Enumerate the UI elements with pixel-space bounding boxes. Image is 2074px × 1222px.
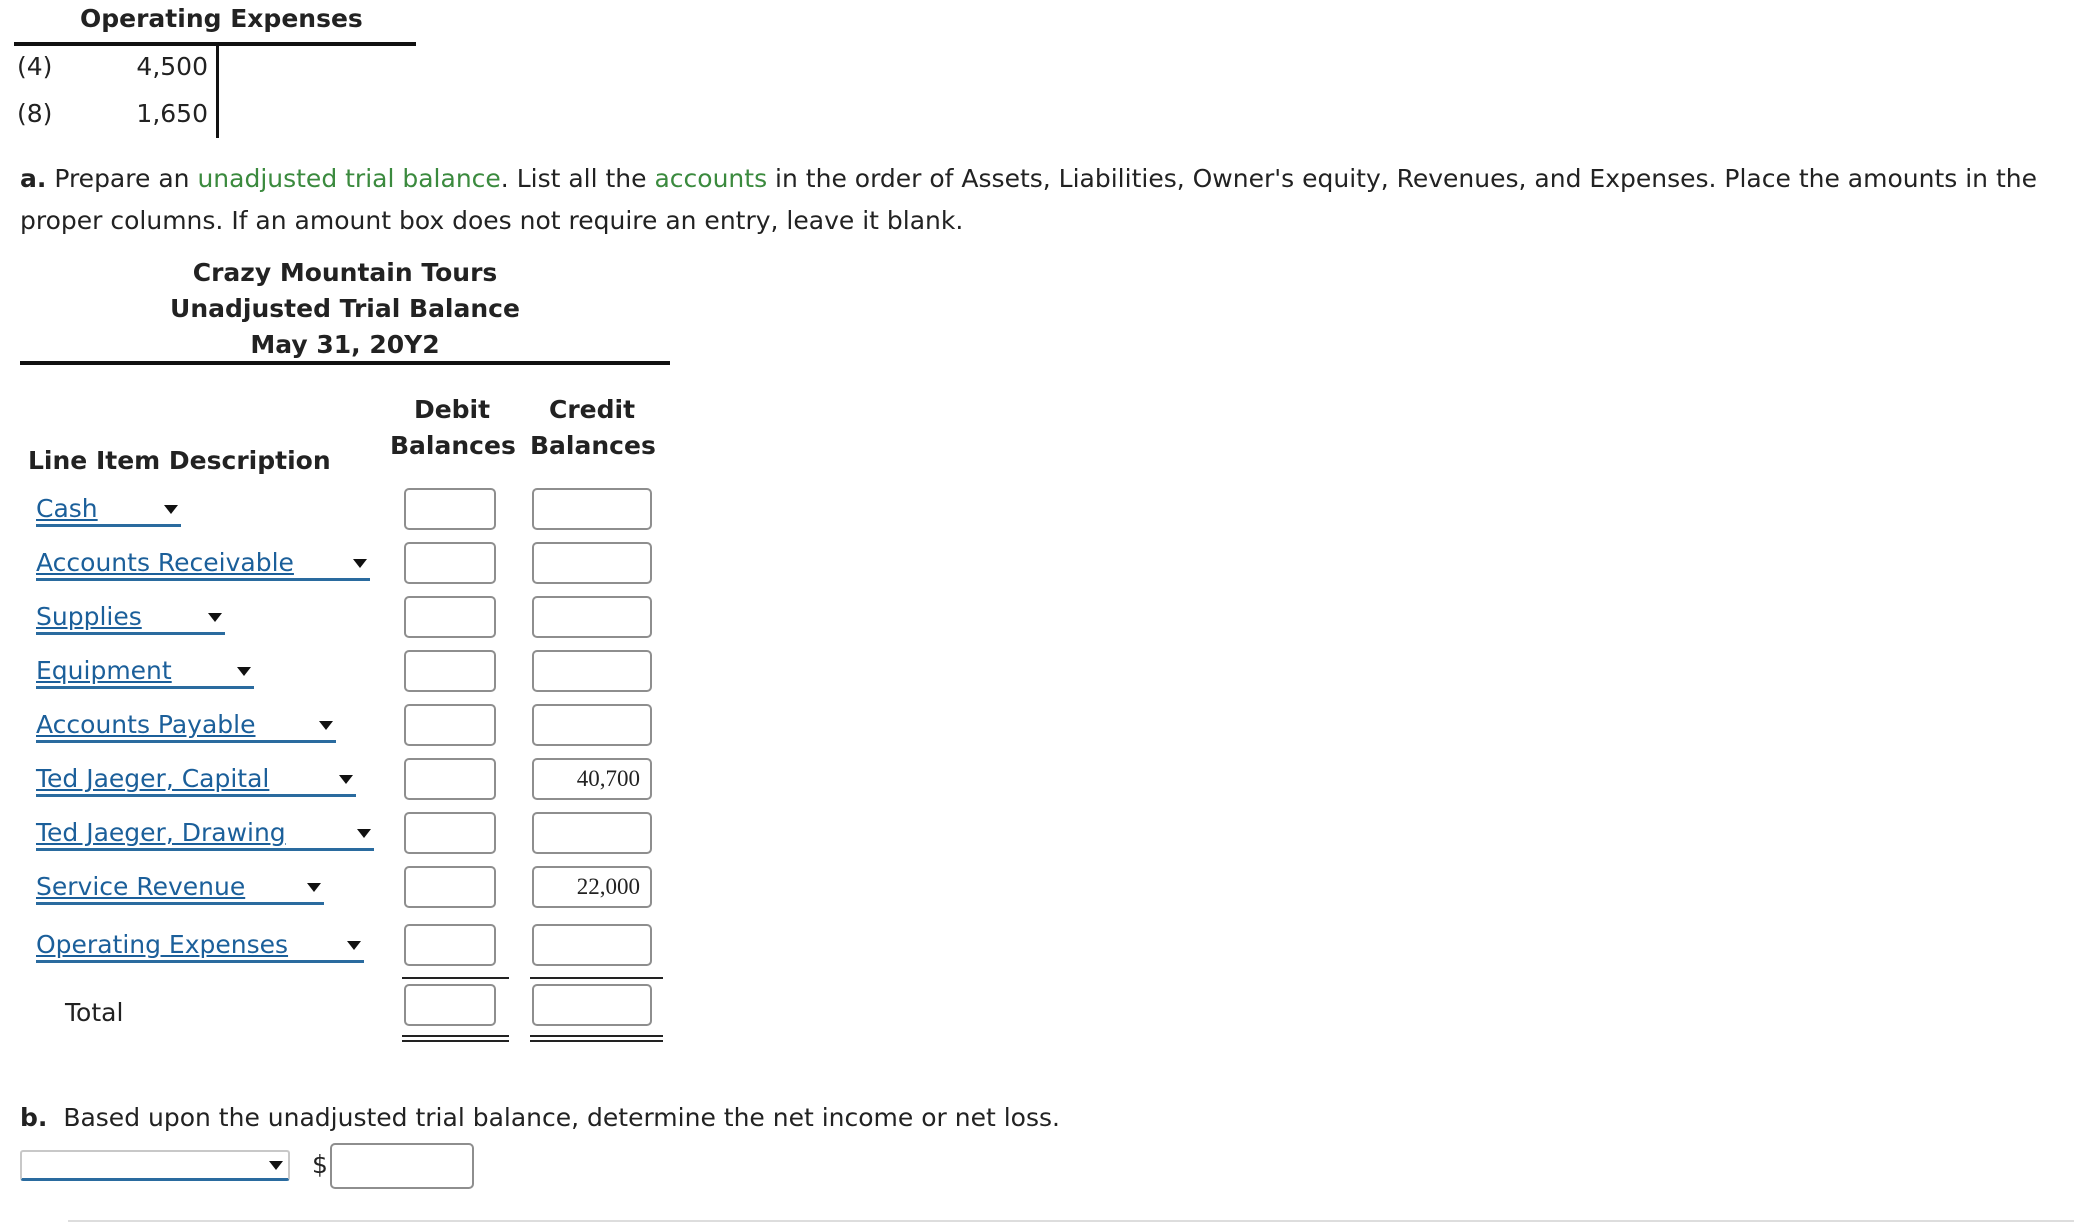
debit-amount-input[interactable] [404,812,496,854]
credit-amount-input[interactable] [532,704,652,746]
debit-double-rule-top [402,1035,509,1037]
chevron-down-icon [357,829,371,838]
chevron-down-icon [353,559,367,568]
t-account-horizontal-rule [14,42,416,46]
account-select[interactable] [36,548,370,581]
instruction-text: . List all the [500,164,655,193]
t-account-ref: (8) [17,99,53,128]
net-income-amount-input[interactable] [330,1143,474,1189]
credit-amount-input[interactable] [532,758,652,800]
account-select-value: Accounts Payable [36,710,256,739]
account-select[interactable] [36,818,374,851]
account-select[interactable] [36,872,324,905]
instructions-part-b [20,1103,1060,1132]
account-select-value: Ted Jaeger, Drawing [36,818,286,847]
chevron-down-icon [339,775,353,784]
credit-header-line2: Balances [530,431,656,460]
instructions-part-a [20,158,2070,242]
account-select-value: Service Revenue [36,872,246,901]
heading-rule [20,361,670,365]
part-b-label: b. [20,1103,48,1132]
credit-amount-input[interactable] [532,812,652,854]
glossary-link-accounts[interactable]: accounts [654,164,768,193]
statement-date: May 31, 20Y2 [250,330,440,359]
credit-double-rule-top [530,1035,663,1037]
account-select-value: Accounts Receivable [36,548,294,577]
debit-amount-input[interactable] [404,596,496,638]
account-select-value: Ted Jaeger, Capital [36,764,270,793]
debit-amount-input[interactable] [404,758,496,800]
credit-sum-rule [530,977,663,979]
chevron-down-icon [347,941,361,950]
debit-amount-input[interactable] [404,866,496,908]
debit-column-header [390,392,514,464]
debit-amount-input[interactable] [404,542,496,584]
chevron-down-icon [237,667,251,676]
credit-amount-input[interactable] [532,866,652,908]
debit-amount-input[interactable] [404,650,496,692]
credit-amount-input[interactable] [532,542,652,584]
account-select[interactable] [36,764,356,797]
chevron-down-icon [269,1161,283,1170]
t-account-vertical-rule [216,44,219,138]
debit-amount-input[interactable] [404,488,496,530]
account-select[interactable] [36,656,254,689]
part-a-label: a. [20,164,47,193]
debit-header-line1: Debit [413,395,491,424]
credit-amount-input[interactable] [532,924,652,966]
credit-amount-input[interactable] [532,596,652,638]
debit-amount-input[interactable] [404,704,496,746]
chevron-down-icon [319,721,333,730]
total-debit-input[interactable] [404,984,496,1026]
part-b-text: Based upon the unadjusted trial balance, determine the net income or net loss. [63,1103,1060,1132]
account-select[interactable] [36,710,336,743]
t-account-amount: 4,500 [136,52,208,81]
account-select-value: Operating Expenses [36,930,289,959]
credit-amount-input[interactable] [532,650,652,692]
chevron-down-icon [307,883,321,892]
glossary-link-unadjusted-trial-balance[interactable]: unadjusted trial balance [197,164,501,193]
account-select[interactable] [36,602,225,635]
total-label: Total [65,998,124,1027]
account-select[interactable] [36,930,364,963]
t-account-amount: 1,650 [136,99,208,128]
credit-amount-input[interactable] [532,488,652,530]
total-credit-input[interactable] [532,984,652,1026]
chevron-down-icon [208,613,222,622]
debit-sum-rule [402,977,509,979]
account-select-value: Equipment [36,656,172,685]
line-item-description-header: Line Item Description [28,446,331,475]
account-select-value: Cash [36,494,98,523]
t-account-ref: (4) [17,52,53,81]
debit-amount-input[interactable] [404,924,496,966]
company-name: Crazy Mountain Tours [192,258,498,287]
currency-symbol: $ [312,1150,328,1179]
instruction-text: Prepare an [46,164,198,193]
instruction-text: in the order of Assets, Liabilities, Owner's equity, Revenues, and Expenses. Place the amounts in the proper columns. If an amount box does not require an entry, leave it blank. [20,164,2037,235]
debit-header-line2: Balances [390,431,516,460]
account-select-value: Supplies [36,602,142,631]
credit-column-header [530,392,654,464]
credit-double-rule-bottom [530,1040,663,1042]
t-account-title: Operating Expenses [80,4,363,33]
net-income-loss-select[interactable] [20,1150,290,1181]
account-select[interactable] [36,494,181,527]
credit-header-line1: Credit [548,395,636,424]
statement-title: Unadjusted Trial Balance [170,294,520,323]
chevron-down-icon [164,505,178,514]
debit-double-rule-bottom [402,1040,509,1042]
